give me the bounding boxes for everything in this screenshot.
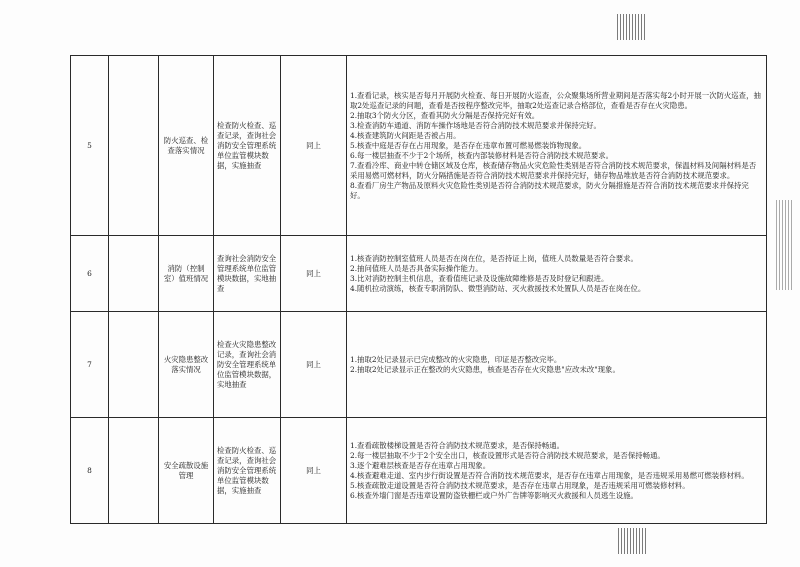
content-line: 5.核查中庭是否存在占用现象，是否存在违章布置可燃易燃装饰物现象。	[350, 140, 587, 150]
inspection-table	[70, 55, 767, 524]
scan-noise-mark	[618, 528, 648, 554]
table-row	[71, 418, 767, 524]
inspection-content	[347, 236, 767, 312]
content-line: 4.核查避难走道、室内步行街设置是否符合消防技术规范要求，是否存在违章占用现象，是否违规采用易燃可燃装修材料。	[350, 470, 749, 480]
row-number: 8	[71, 418, 109, 524]
inspection-item: 火灾隐患整改落实情况	[159, 312, 214, 418]
content-line: 4.核查建筑防火间距是否被占用。	[350, 130, 461, 140]
content-line: 8.查看厂房生产物品及原料火灾危险性类别是否符合消防技术规范要求，防火分隔措施是否符合消防技术规范要求并保持完好。	[350, 180, 749, 200]
inspection-content	[347, 312, 767, 418]
content-line: 3.比对消防控制主机信息，查看值班记录及设施故障维修是否及时登记和跟进。	[350, 273, 609, 283]
blank-cell	[109, 418, 159, 524]
inspection-basis: 同上	[281, 418, 347, 524]
content-line: 2.抽问值班人员是否具备实际操作能力。	[350, 263, 483, 273]
row-number: 7	[71, 312, 109, 418]
table-row	[71, 312, 767, 418]
table-row	[71, 56, 767, 236]
inspection-content	[347, 418, 767, 524]
inspection-basis: 同上	[281, 312, 347, 418]
scan-noise-mark	[776, 200, 794, 290]
inspection-method: 检查火灾隐患整改记录，查询社会消防安全管理系统单位监管模块数据，实地抽查	[214, 312, 281, 418]
inspection-item: 消防（控制室）值班情况	[159, 236, 214, 312]
inspection-item: 防火巡查、检查落实情况	[159, 56, 214, 236]
content-line: 3.逐个避难层核查是否存在违章占用现象。	[350, 460, 491, 470]
content-line: 2.抽取3个防火分区，查看其防火分隔是否保持完好有效。	[350, 110, 540, 120]
blank-cell	[109, 56, 159, 236]
content-line: 1.核查消防控制室值班人员是否在岗在位，是否持证上岗，值班人员数量是否符合要求。	[350, 253, 638, 263]
content-line: 7.查看冷库、商业中转仓储区域及仓库，核查储存物品火灾危险性类别是否符合消防技术规范要求，保温材料及间隔材料是否采用易燃可燃材料，防火分隔措施是否符合消防技术规范要求并保持完好，储存物品堆放是否符合消防技术规范要求。	[350, 160, 757, 180]
content-line: 2.抽取2处记录显示正在整改的火灾隐患，核查是否存在火灾隐患"应改未改"现象。	[350, 364, 620, 374]
content-line: 5.核查疏散走道设置是否符合消防技术规范要求，是否存在违章占用现象，是否违规采用可燃装修材料。	[350, 480, 690, 490]
row-number: 5	[71, 56, 109, 236]
content-line: 4.随机拉动演练，核查专职消防队、微型消防站、灭火救援技术处置队人员是否在岗在位。	[350, 283, 646, 293]
content-line: 1.抽取2处记录显示已完成整改的火灾隐患，印证是否整改完毕。	[350, 354, 562, 364]
content-line: 3.检查消防车通道、消防车操作场地是否符合消防技术规范要求并保持完好。	[350, 120, 601, 130]
inspection-content	[347, 56, 767, 236]
inspection-basis: 同上	[281, 56, 347, 236]
scan-noise-mark	[617, 14, 647, 40]
blank-cell	[109, 236, 159, 312]
inspection-method: 检查防火检查、巡查记录，查询社会消防安全管理系统单位监管模块数据，实施抽查	[214, 418, 281, 524]
inspection-method: 检查防火检查、巡查记录，查询社会消防安全管理系统单位监管模块数据，实施抽查	[214, 56, 281, 236]
content-line: 1.查看记录，核实是否每月开展防火检查、每日开展防火巡查，公众聚集场所营业期间是否落实每2小时开展一次防火巡查，抽取2处巡查记录的问题，查看是否按程序整改完毕，抽取2处巡查记录合格部位，查看是否存在火灾隐患。	[350, 90, 761, 110]
blank-cell	[109, 312, 159, 418]
content-line: 1.查看疏散楼梯设置是否符合消防技术规范要求，是否保持畅通。	[350, 440, 564, 450]
content-line: 2.每一楼层抽取不少于2个安全出口，核查设置形式是否符合消防技术规范要求，是否保持畅通。	[350, 450, 665, 460]
table-row	[71, 236, 767, 312]
inspection-item: 安全疏散设施管理	[159, 418, 214, 524]
inspection-method: 查询社会消防安全管理系统单位监管模块数据，实地抽查	[214, 236, 281, 312]
content-line: 6.每一楼层抽查不少于2个场所，核查内部装修材料是否符合消防技术规范要求。	[350, 150, 614, 160]
content-line: 6.核查外墙门窗是否违章设置防盗铁栅栏或户外广告牌等影响灭火救援和人员逃生设施。	[350, 490, 638, 500]
row-number: 6	[71, 236, 109, 312]
inspection-basis: 同上	[281, 236, 347, 312]
